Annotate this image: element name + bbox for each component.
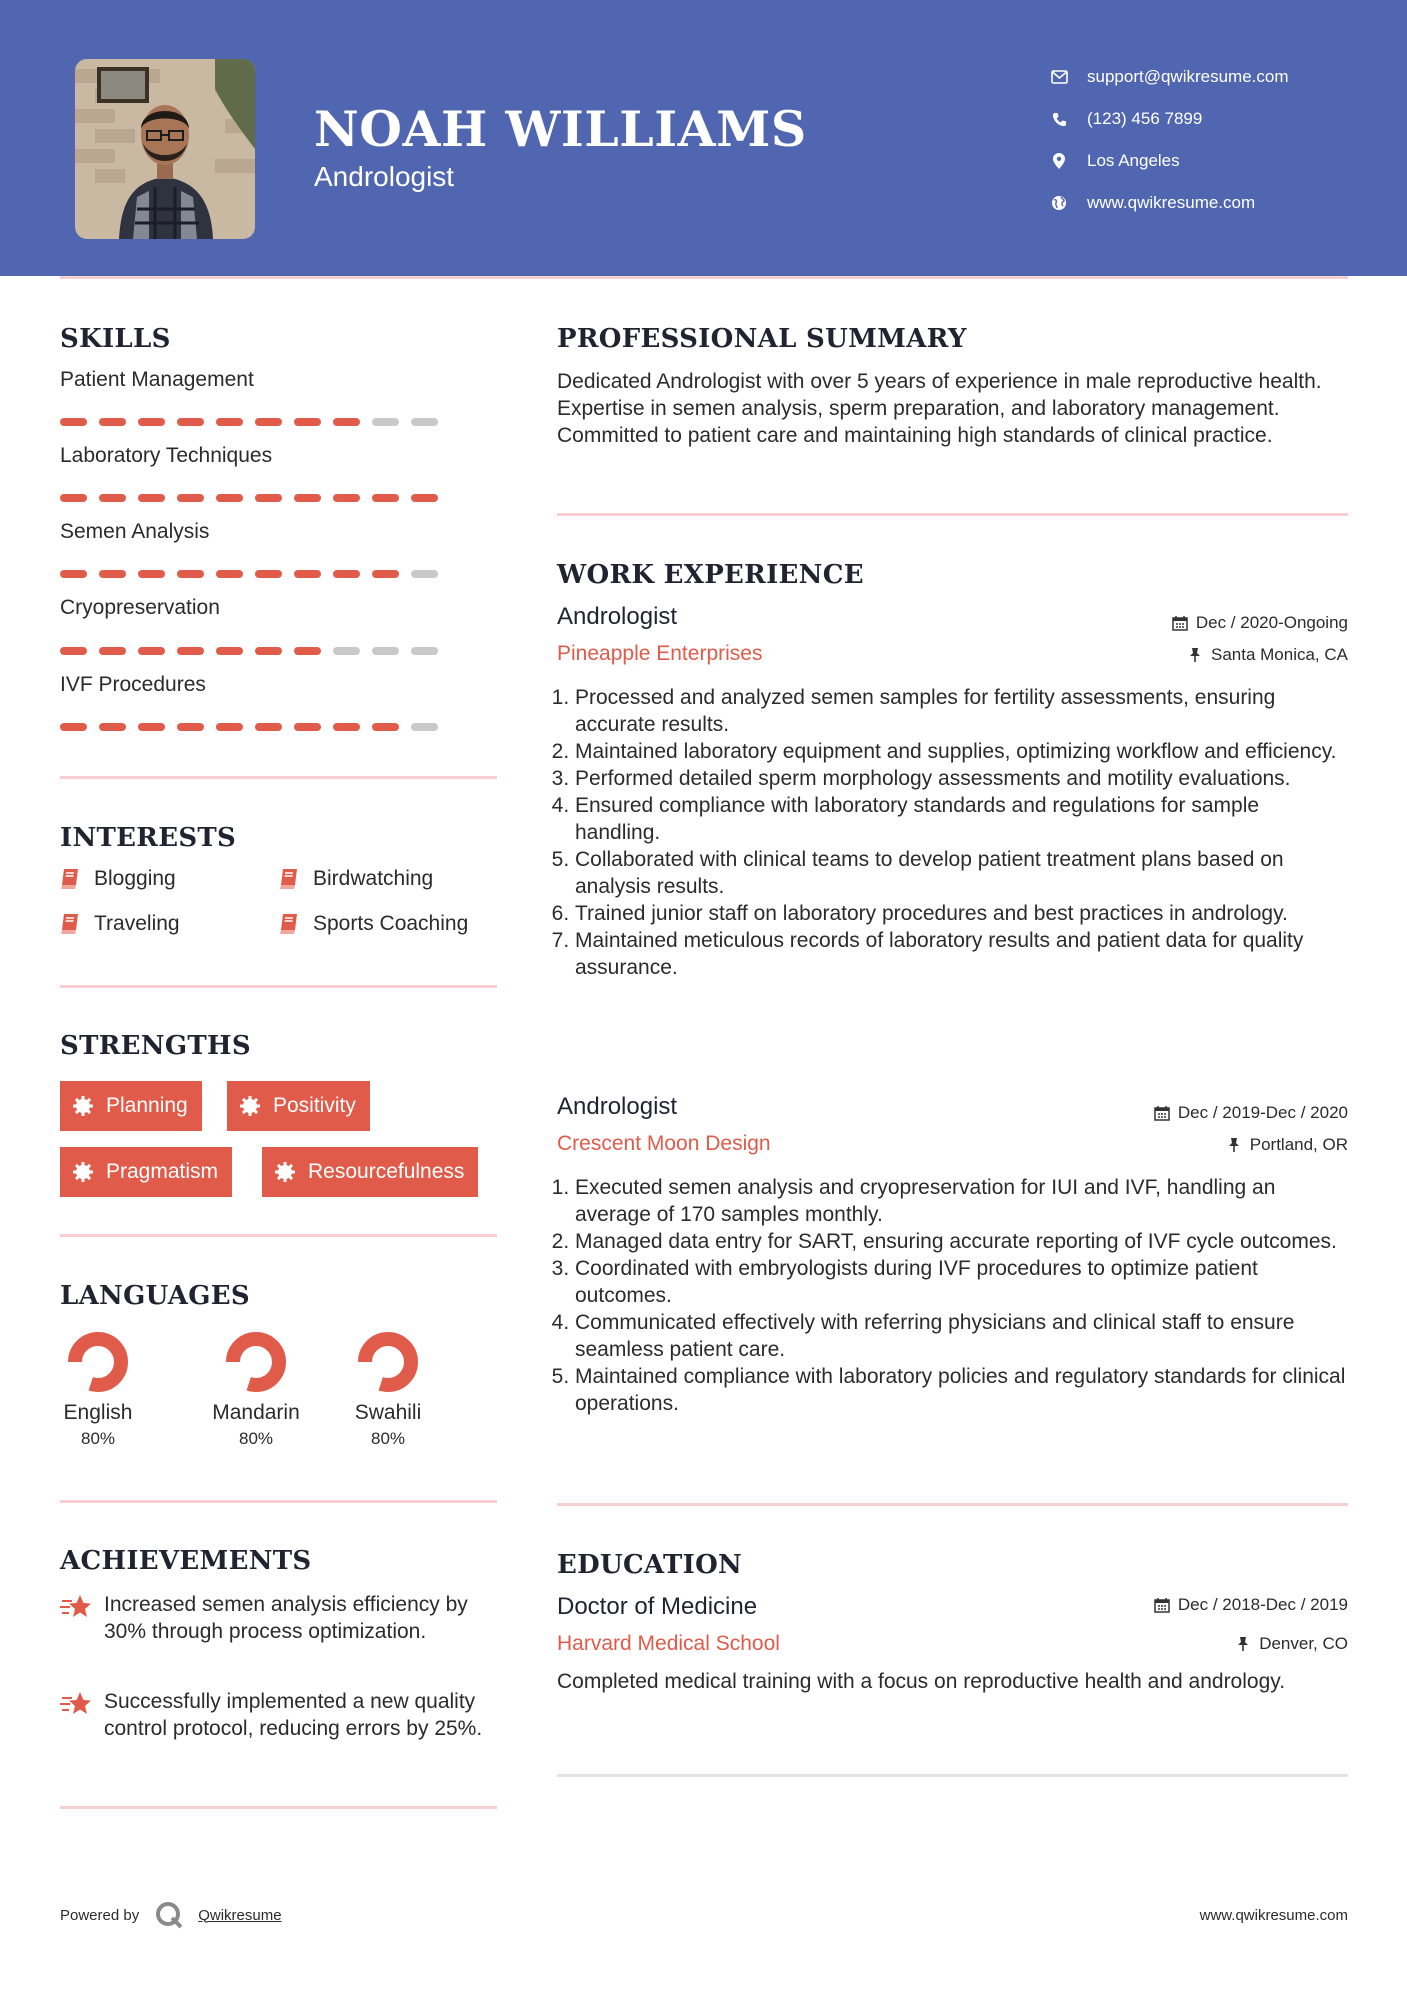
contact-website[interactable] [1050, 182, 1289, 224]
skill-level-dash [411, 570, 438, 578]
skill-level-dash [255, 570, 282, 578]
skill-level-dash [60, 494, 87, 502]
language-item [191, 1330, 321, 1449]
footer-url[interactable]: www.qwikresume.com [1199, 1907, 1348, 1924]
phone-icon [1050, 110, 1068, 128]
education-location-text: Denver, CO [1259, 1634, 1348, 1653]
skill-level-dash [99, 494, 126, 502]
skill-level-dash [216, 570, 243, 578]
language-progress-ring [224, 1330, 288, 1394]
strength-badge [60, 1147, 232, 1197]
skill-level-dash [99, 723, 126, 731]
qwikresume-logo-icon [154, 1900, 184, 1930]
job-dates-text: Dec / 2020-Ongoing [1195, 613, 1348, 632]
star-icon [60, 1690, 92, 1720]
duty-item: 6. Trained junior staff on laboratory procedures and best practices in andrology. [575, 900, 1347, 927]
duty-item: 1. Executed semen analysis and cryopreservation for IUI and IVF, handling an average of 170 samples monthly. [575, 1174, 1347, 1228]
skill-level-dash [372, 647, 399, 655]
achievement-item [60, 1688, 500, 1742]
education-location [1235, 1634, 1348, 1654]
duty-item: 4. Ensured compliance with laboratory standards and regulations for sample handling. [575, 792, 1347, 846]
section-divider [557, 1774, 1348, 1777]
skill-level-dash [177, 494, 204, 502]
badge-gear-icon [72, 1095, 94, 1117]
duty-item: 4. Communicated effectively with referring physicians and clinical staff to ensure seamless patient care. [575, 1309, 1347, 1363]
job-dates [1172, 613, 1348, 633]
interest-label: Sports Coaching [313, 912, 469, 935]
skill-level-dash [294, 494, 321, 502]
job-title: Andrologist [557, 1093, 678, 1120]
skill-level-dash [177, 647, 204, 655]
skill-level-dash [60, 570, 87, 578]
skill-level-dash [255, 494, 282, 502]
education-dates [1154, 1595, 1348, 1615]
skill-name: Cryopreservation [60, 596, 220, 619]
education-heading: EDUCATION [557, 1550, 743, 1580]
skill-level-dash [294, 570, 321, 578]
achievements-heading: ACHIEVEMENTS [60, 1546, 312, 1576]
skill-level-dash [216, 494, 243, 502]
section-divider [60, 1806, 497, 1809]
job-duties-list [557, 1174, 1347, 1417]
contact-phone-text: (123) 456 7899 [1087, 109, 1203, 128]
skill-level-dash [294, 723, 321, 731]
skill-level-dash [411, 647, 438, 655]
skill-level-dash [411, 494, 438, 502]
contact-email[interactable] [1050, 56, 1289, 98]
skill-level-dash [333, 418, 360, 426]
strength-badge [262, 1147, 478, 1197]
skill-level-dash [255, 418, 282, 426]
interests-heading: INTERESTS [60, 823, 237, 853]
skill-level-dash [177, 723, 204, 731]
skill-level-dash [255, 723, 282, 731]
job-company: Crescent Moon Design [557, 1132, 771, 1155]
job-location-text: Portland, OR [1249, 1135, 1348, 1154]
language-name: English [63, 1401, 133, 1424]
achievement-text: Successfully implemented a new quality control protocol, reducing errors by 25%. [104, 1690, 483, 1740]
duty-item: 5. Maintained compliance with laboratory policies and regulatory standards for clinical operations. [575, 1363, 1347, 1417]
book-icon [279, 868, 299, 890]
language-item [33, 1330, 163, 1449]
language-percent: 80% [80, 1429, 116, 1448]
experience-heading: WORK EXPERIENCE [557, 560, 864, 590]
profile-photo [75, 59, 255, 239]
skill-name: IVF Procedures [60, 673, 206, 696]
summary-heading: PROFESSIONAL SUMMARY [557, 324, 967, 354]
pushpin-icon [1235, 1636, 1251, 1652]
footer-powered-by [60, 1900, 282, 1930]
calendar-icon [1154, 1597, 1170, 1613]
language-percent: 80% [370, 1429, 406, 1448]
section-divider [60, 985, 497, 988]
language-item [323, 1330, 453, 1449]
strengths-heading: STRENGTHS [60, 1031, 251, 1061]
skill-level-dash [216, 647, 243, 655]
interest-item [279, 867, 433, 891]
skill-name: Laboratory Techniques [60, 444, 273, 467]
duty-item: 5. Collaborated with clinical teams to develop patient treatment plans based on analysis results. [575, 846, 1347, 900]
skill-level-dash [138, 418, 165, 426]
skill-level-dash [372, 494, 399, 502]
skill-level-dash [411, 418, 438, 426]
contact-phone[interactable] [1050, 98, 1289, 140]
skill-level-dash [99, 418, 126, 426]
skill-level-dash [177, 418, 204, 426]
strength-label: Pragmatism [106, 1160, 219, 1183]
language-progress-ring [66, 1330, 130, 1394]
skill-level-dash [99, 647, 126, 655]
skill-level-dash [216, 418, 243, 426]
skill-level-dash [411, 723, 438, 731]
map-pin-icon [1050, 152, 1068, 170]
book-icon [60, 913, 80, 935]
language-progress-ring [356, 1330, 420, 1394]
contact-email-text: support@qwikresume.com [1087, 67, 1289, 86]
skill-level-bar [60, 418, 438, 426]
skill-level-dash [372, 723, 399, 731]
resume-header [0, 0, 1407, 276]
skill-name: Semen Analysis [60, 520, 210, 543]
calendar-icon [1154, 1105, 1170, 1121]
skill-level-dash [138, 494, 165, 502]
contact-location-text: Los Angeles [1087, 151, 1180, 170]
duty-item: 7. Maintained meticulous records of laboratory results and patient data for quality assurance. [575, 927, 1347, 981]
calendar-icon [1172, 615, 1188, 631]
interest-item [279, 912, 468, 936]
skill-level-dash [138, 647, 165, 655]
interest-label: Birdwatching [313, 867, 434, 890]
job-dates [1154, 1103, 1348, 1123]
duty-item: 3. Performed detailed sperm morphology assessments and motility evaluations. [575, 765, 1347, 792]
section-divider [557, 513, 1348, 516]
skill-level-dash [333, 570, 360, 578]
skill-level-dash [294, 418, 321, 426]
job-dates-text: Dec / 2019-Dec / 2020 [1177, 1103, 1348, 1122]
pushpin-icon [1187, 647, 1203, 663]
education-description: Completed medical training with a focus on reproductive health and andrology. [557, 1670, 1286, 1693]
interest-label: Traveling [94, 912, 180, 935]
skill-level-dash [60, 647, 87, 655]
language-percent: 80% [238, 1429, 274, 1448]
job-location [1226, 1135, 1348, 1155]
section-divider [60, 1234, 497, 1237]
education-degree: Doctor of Medicine [557, 1593, 758, 1620]
duty-item: 1. Processed and analyzed semen samples for fertility assessments, ensuring accurate results. [575, 684, 1347, 738]
star-icon [60, 1593, 92, 1623]
strength-label: Planning [106, 1094, 188, 1117]
strength-label: Resourcefulness [308, 1160, 465, 1183]
duty-item: 3. Coordinated with embryologists during IVF procedures to optimize patient outcomes. [575, 1255, 1347, 1309]
skill-level-dash [333, 723, 360, 731]
skill-level-dash [372, 418, 399, 426]
candidate-name: NOAH WILLIAMS [314, 100, 807, 158]
globe-icon [1050, 194, 1068, 212]
qwikresume-link[interactable]: Qwikresume [198, 1906, 282, 1924]
badge-gear-icon [239, 1095, 261, 1117]
section-divider [60, 776, 497, 779]
skill-level-dash [138, 723, 165, 731]
skill-level-bar [60, 494, 438, 502]
skill-level-bar [60, 723, 438, 731]
achievement-text: Increased semen analysis efficiency by 30% through process optimization. [104, 1593, 468, 1643]
section-divider [60, 1500, 497, 1503]
badge-gear-icon [274, 1161, 296, 1183]
skill-level-dash [333, 494, 360, 502]
skill-level-dash [60, 723, 87, 731]
achievement-item [60, 1591, 500, 1645]
skill-level-dash [99, 570, 126, 578]
interest-label: Blogging [94, 867, 176, 890]
job-title: Andrologist [557, 603, 678, 630]
skill-level-dash [294, 647, 321, 655]
contact-location [1050, 140, 1289, 182]
strength-label: Positivity [273, 1094, 356, 1117]
skill-level-dash [372, 570, 399, 578]
language-name: Swahili [354, 1401, 422, 1424]
interest-item [60, 867, 176, 891]
section-divider [557, 1503, 1348, 1506]
job-location [1187, 645, 1348, 665]
job-location-text: Santa Monica, CA [1210, 645, 1348, 664]
skill-level-dash [138, 570, 165, 578]
summary-text: Dedicated Andrologist with over 5 years of experience in male reproductive health. Expertise in semen analysis, sperm preparation, and laboratory management. Committed to patient care and maintaining high standards of clinical practice. [557, 370, 1322, 447]
contact-list [1050, 56, 1289, 224]
book-icon [279, 913, 299, 935]
powered-by-label: Powered by [60, 1906, 140, 1924]
skill-level-bar [60, 647, 438, 655]
contact-website-text: www.qwikresume.com [1087, 193, 1256, 212]
job-company: Pineapple Enterprises [557, 642, 763, 665]
skills-heading: SKILLS [60, 324, 171, 354]
skill-level-dash [177, 570, 204, 578]
header-divider [60, 276, 1348, 279]
duty-item: 2. Managed data entry for SART, ensuring accurate reporting of IVF cycle outcomes. [575, 1228, 1347, 1255]
interest-item [60, 912, 180, 936]
book-icon [60, 868, 80, 890]
job-duties-list [557, 684, 1347, 981]
skill-level-dash [255, 647, 282, 655]
strength-badge [227, 1081, 370, 1131]
badge-gear-icon [72, 1161, 94, 1183]
duty-item: 2. Maintained laboratory equipment and supplies, optimizing workflow and efficiency. [575, 738, 1347, 765]
skill-level-dash [216, 723, 243, 731]
skill-level-dash [60, 418, 87, 426]
skill-level-dash [333, 647, 360, 655]
language-name: Mandarin [212, 1401, 300, 1424]
education-dates-text: Dec / 2018-Dec / 2019 [1177, 1595, 1348, 1614]
skill-name: Patient Management [60, 368, 254, 391]
pushpin-icon [1226, 1137, 1242, 1153]
strength-badge [60, 1081, 202, 1131]
envelope-icon [1050, 68, 1068, 86]
candidate-title: Andrologist [314, 161, 455, 192]
skill-level-bar [60, 570, 438, 578]
languages-heading: LANGUAGES [60, 1281, 250, 1311]
education-school: Harvard Medical School [557, 1632, 780, 1655]
